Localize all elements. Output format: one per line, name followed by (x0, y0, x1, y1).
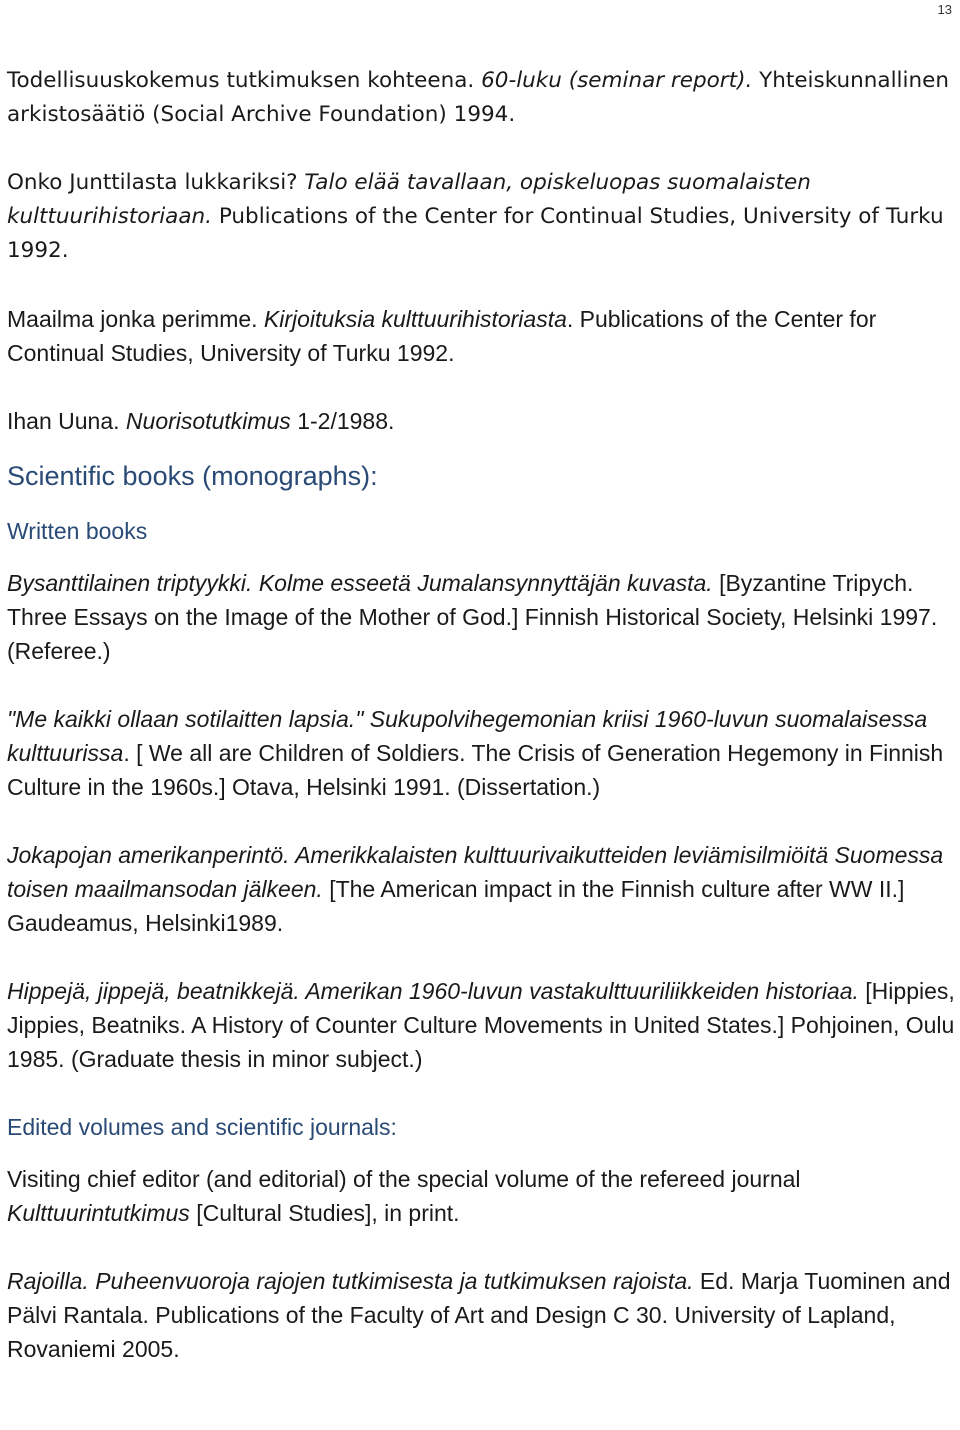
bibliography-entry (7, 702, 955, 804)
entry-text: [The American impact in the Finnish culture after WW II.] Gaudeamus, Helsinki1989. (7, 876, 905, 936)
entry-text: 1-2/1988. (290, 408, 395, 434)
entry-text: . [ We all are Children of Soldiers. The Crisis of Generation Hegemony in Finnish Culture in the 1960s.] Otava, Helsinki 1991. (Dissertation.) (7, 740, 944, 800)
bibliography-entry (7, 166, 955, 268)
entry-text: Publications of the Center for Continual Studies, University of Turku 1992. (7, 204, 944, 263)
bibliography-entry (7, 838, 955, 940)
entry-italic-text: Nuorisotutkimus (125, 408, 291, 434)
entry-text: [Cultural Studies], in print. (189, 1200, 460, 1226)
entry-text: [Hippies, Jippies, Beatniks. A History of Counter Culture Movements in United States.] Pohjoinen, Oulu 1985. (Graduate thesis in minor subject.) (7, 978, 955, 1072)
document-body (7, 64, 955, 1366)
entry-text: Maailma jonka perimme. (7, 306, 264, 332)
bibliography-entry (7, 302, 955, 370)
bibliography-entry (7, 974, 955, 1076)
entry-italic-text: Kulttuurintutkimus (7, 1200, 190, 1226)
entry-italic-text: Kirjoituksia kulttuurihistoriasta (263, 306, 567, 332)
bibliography-entry (7, 404, 955, 438)
entry-text: Ihan Uuna. (7, 408, 126, 434)
entry-italic-text: Jokapojan amerikanperintö. Amerikkalaisten kulttuurivaikutteiden leviämisilmiöitä Suomessa toisen maailmansodan jälkeen. (7, 842, 944, 902)
entry-text: [Byzantine Tripych. Three Essays on the Image of the Mother of God.] Finnish Historical Society, Helsinki 1997. (Referee.) (7, 570, 938, 664)
entry-text: Todellisuuskokemus tutkimuksen kohteena. (7, 68, 482, 93)
entry-italic-text: Rajoilla. Puheenvuoroja rajojen tutkimisesta ja tutkimuksen rajoista. (7, 1268, 694, 1294)
entry-text: Visiting chief editor (and editorial) of the special volume of the refereed journal (7, 1166, 801, 1192)
bibliography-entry (7, 1264, 955, 1366)
entry-text: Onko Junttilasta lukkariksi? (7, 170, 305, 195)
entry-italic-text: Bysanttilainen triptyykki. Kolme esseetä Jumalansynnyttäjän kuvasta. (7, 570, 713, 596)
entry-italic-text: 60-luku (seminar report). (481, 68, 753, 93)
bibliography-entry (7, 566, 955, 668)
page-number: 13 (937, 2, 952, 17)
section-heading-monographs: Scientific books (monographs): (7, 461, 378, 491)
bibliography-entry (7, 64, 955, 132)
subsection-heading-written-books: Written books (7, 518, 148, 544)
entry-text: Ed. Marja Tuominen and Pälvi Rantala. Publications of the Faculty of Art and Design C 30. University of Lapland, Rovaniemi 2005. (7, 1268, 951, 1362)
entry-text: Yhteiskunnallinen arkistosäätiö (Social Archive Foundation) 1994. (7, 68, 949, 127)
entry-text: . Publications of the Center for Continual Studies, University of Turku 1992. (7, 306, 877, 366)
entry-italic-text: Hippejä, jippejä, beatnikkejä. Amerikan 1960-luvun vastakulttuuriliikkeiden historiaa. (7, 978, 859, 1004)
subsection-heading-edited-volumes: Edited volumes and scientific journals: (7, 1114, 397, 1140)
entry-italic-text: "Me kaikki ollaan sotilaitten lapsia." Sukupolvihegemonian kriisi 1960-luvun suomalaisessa kulttuurissa (7, 706, 928, 766)
bibliography-entry (7, 1162, 955, 1230)
entry-italic-text: Talo elää tavallaan, opiskeluopas suomalaisten kulttuurihistoriaan. (7, 170, 811, 229)
